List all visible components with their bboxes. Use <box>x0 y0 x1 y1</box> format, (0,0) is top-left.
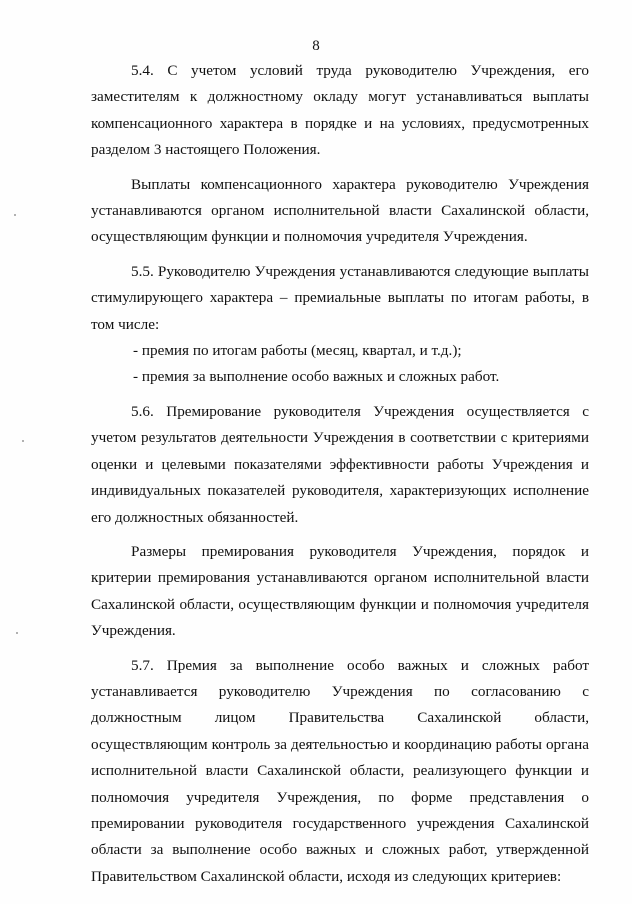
list-item-bonus-period: - премия по итогам работы (месяц, квартал, и т.д.); <box>133 342 462 360</box>
paragraph-5-5: 5.5. Руководителю Учреждения устанавливаются следующие выплаты стимулирующего характера – премиальные выплаты по итогам работы, в том числе: <box>91 262 589 333</box>
page-number: 8 <box>312 38 320 54</box>
paragraph-5-6-bonus-sizes: Размеры премирования руководителя Учреждения, порядок и критерии премирования устанавливаются органом исполнительной власти Сахалинской области, осуществляющим функции и полномочия учредителя Учреждения. <box>91 542 589 640</box>
list-item-bonus-important-work: - премия за выполнение особо важных и сложных работ. <box>133 368 500 386</box>
scan-speck <box>22 440 24 442</box>
scan-speck <box>16 632 18 634</box>
paragraph-5-4: 5.4. С учетом условий труда руководителю Учреждения, его заместителям к должностному окладу могут устанавливаться выплаты компенсационного характера в порядке и на условиях, предусмотренных разделом 3 настоящего Положения. <box>91 62 589 159</box>
document-body <box>91 58 589 890</box>
scan-speck <box>14 214 16 216</box>
paragraph-5-7: 5.7. Премия за выполнение особо важных и сложных работ устанавливается руководителю Учреждения по согласованию с должностным лицом Правительства Сахалинской области, осуществляющим контроль за деятельностью и координацию работы органа исполнительной власти Сахалинской области, реализующего функции и полномочия учредителя Учреждения, по форме представления о премировании руководителя государственного учреждения Сахалинской области за выполнение особо важных и сложных работ, утвержденной Правительством Сахалинской области, исходя из следующих критериев: <box>91 656 589 885</box>
paragraph-5-6: 5.6. Премирование руководителя Учреждения осуществляется с учетом результатов деятельности Учреждения в соответствии с критериями оценки и целевыми показателями эффективности работы Учреждения и индивидуальных показателей руководителя, характеризующих исполнение его должностных обязанностей. <box>91 402 589 526</box>
paragraph-5-4-compensation: Выплаты компенсационного характера руководителю Учреждения устанавливаются органом исполнительной власти Сахалинской области, осуществляющим функции и полномочия учредителя Учреждения. <box>91 175 589 246</box>
